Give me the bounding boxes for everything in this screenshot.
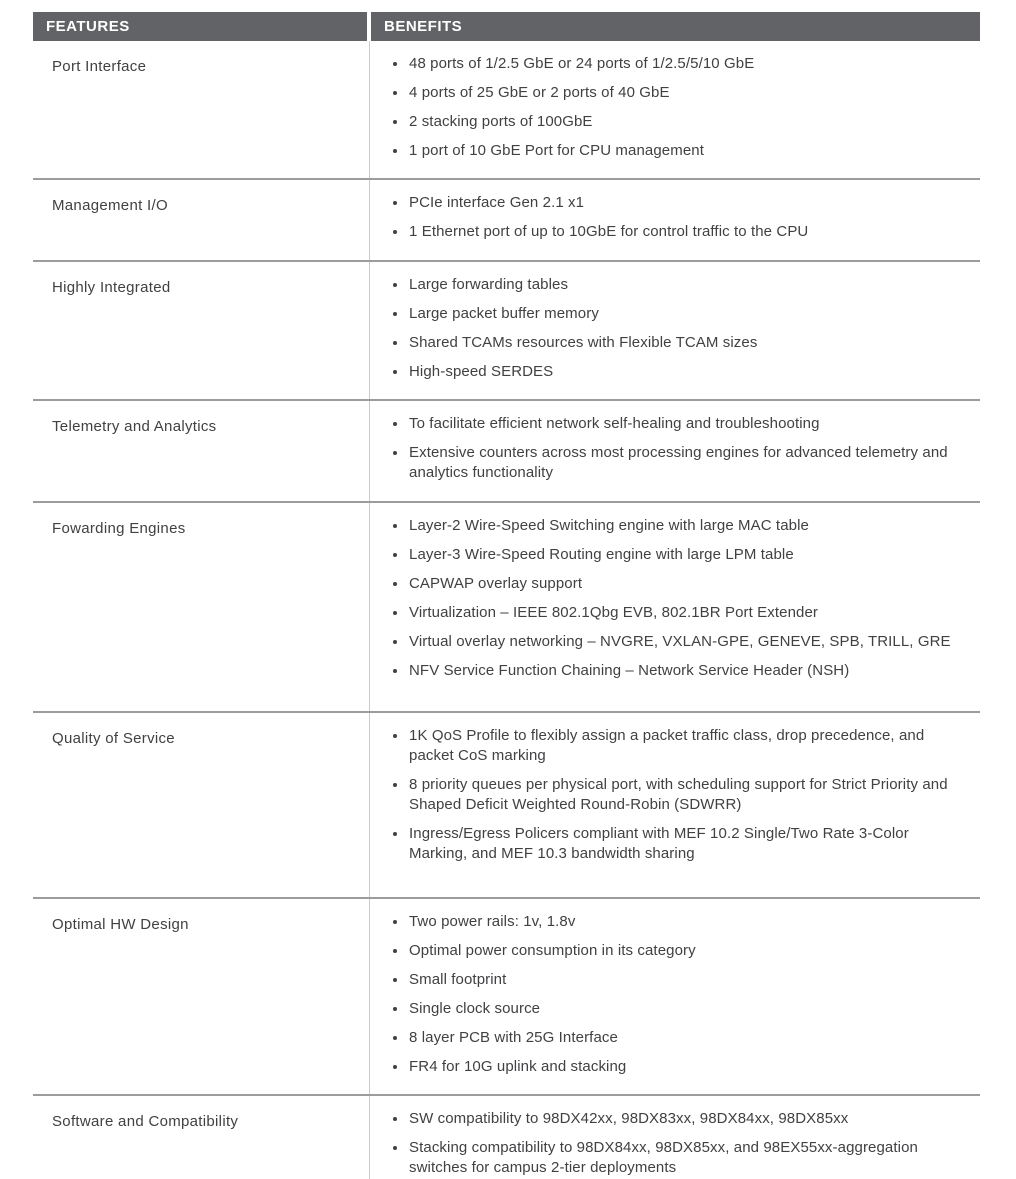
- bullet-item: [392, 999, 960, 1019]
- bullet-dot-icon: [393, 524, 397, 528]
- table-row: [33, 41, 980, 178]
- bullet-dot-icon: [393, 370, 397, 374]
- benefits-cell: [370, 262, 980, 399]
- bullet-item: [392, 112, 960, 132]
- feature-cell: Highly Integrated: [33, 262, 370, 399]
- bullet-item: [392, 54, 960, 74]
- benefits-cell: [370, 41, 980, 178]
- bullet-item: [392, 1028, 960, 1048]
- table-header: [33, 12, 980, 41]
- bullet-dot-icon: [393, 949, 397, 953]
- bullet-item: [392, 941, 960, 961]
- bullet-dot-icon: [393, 669, 397, 673]
- table-row: [33, 1094, 980, 1179]
- bullet-text: 4 ports of 25 GbE or 2 ports of 40 GbE: [409, 84, 670, 101]
- bullet-dot-icon: [393, 1007, 397, 1011]
- bullet-text: 2 stacking ports of 100GbE: [409, 113, 593, 130]
- bullet-text: Large forwarding tables: [409, 276, 569, 293]
- bullet-text: 8 layer PCB with 25G Interface: [409, 1029, 618, 1046]
- bullet-dot-icon: [393, 582, 397, 586]
- bullet-text: Stacking compatibility to 98DX84xx, 98DX85xx, and 98EX55xx-aggregation switches for campus 2-tier deployments: [409, 1139, 918, 1176]
- bullet-text: CAPWAP overlay support: [409, 575, 583, 592]
- bullet-item: [392, 333, 960, 353]
- table-row: [33, 178, 980, 260]
- bullet-item: [392, 193, 960, 213]
- bullet-item: [392, 362, 960, 382]
- bullet-dot-icon: [393, 283, 397, 287]
- bullet-item: [392, 1057, 960, 1077]
- bullet-dot-icon: [393, 341, 397, 345]
- benefits-cell: [370, 401, 980, 501]
- bullet-dot-icon: [393, 451, 397, 455]
- table-row: [33, 897, 980, 1094]
- bullet-dot-icon: [393, 312, 397, 316]
- bullet-item: [392, 661, 960, 681]
- bullet-dot-icon: [393, 832, 397, 836]
- bullet-text: 1K QoS Profile to flexibly assign a packet traffic class, drop precedence, and packet CoS marking: [409, 727, 925, 764]
- bullet-item: [392, 141, 960, 161]
- bullet-list: [392, 275, 960, 382]
- benefits-cell: [370, 899, 980, 1094]
- bullet-list: [392, 1109, 960, 1178]
- bullet-text: SW compatibility to 98DX42xx, 98DX83xx, 98DX84xx, 98DX85xx: [409, 1110, 849, 1127]
- bullet-text: Shared TCAMs resources with Flexible TCAM sizes: [409, 334, 758, 351]
- bullet-text: Optimal power consumption in its category: [409, 942, 696, 959]
- feature-cell: Telemetry and Analytics: [33, 401, 370, 501]
- bullet-dot-icon: [393, 783, 397, 787]
- bullet-item: [392, 726, 960, 766]
- bullet-item: [392, 632, 960, 652]
- benefits-cell: [370, 503, 980, 711]
- bullet-text: Extensive counters across most processing engines for advanced telemetry and analytics functionality: [409, 444, 948, 481]
- feature-cell: Quality of Service: [33, 713, 370, 897]
- benefits-cell: [370, 713, 980, 897]
- bullet-item: [392, 83, 960, 103]
- bullet-text: High-speed SERDES: [409, 363, 554, 380]
- bullet-list: [392, 193, 960, 242]
- bullet-item: [392, 545, 960, 565]
- bullet-dot-icon: [393, 62, 397, 66]
- feature-cell: Port Interface: [33, 41, 370, 178]
- bullet-item: [392, 414, 960, 434]
- bullet-text: Small footprint: [409, 971, 507, 988]
- header-cell-features: FEATURES: [33, 12, 367, 41]
- bullet-dot-icon: [393, 640, 397, 644]
- bullet-text: FR4 for 10G uplink and stacking: [409, 1058, 627, 1075]
- bullet-text: Virtualization – IEEE 802.1Qbg EVB, 802.1BR Port Extender: [409, 604, 818, 621]
- bullet-list: [392, 912, 960, 1077]
- bullet-text: NFV Service Function Chaining – Network Service Header (NSH): [409, 662, 850, 679]
- features-benefits-table: [33, 12, 980, 1179]
- bullet-item: [392, 304, 960, 324]
- bullet-item: [392, 1138, 960, 1178]
- benefits-cell: [370, 1096, 980, 1179]
- table-row: [33, 711, 980, 897]
- bullet-dot-icon: [393, 978, 397, 982]
- bullet-item: [392, 222, 960, 242]
- bullet-item: [392, 824, 960, 864]
- bullet-item: [392, 443, 960, 483]
- bullet-text: Layer-3 Wire-Speed Routing engine with large LPM table: [409, 546, 794, 563]
- feature-cell: Management I/O: [33, 180, 370, 260]
- bullet-dot-icon: [393, 1065, 397, 1069]
- bullet-text: Large packet buffer memory: [409, 305, 599, 322]
- feature-cell: Software and Compatibility: [33, 1096, 370, 1179]
- bullet-text: 48 ports of 1/2.5 GbE or 24 ports of 1/2.5/5/10 GbE: [409, 55, 755, 72]
- benefits-cell: [370, 180, 980, 260]
- bullet-text: To facilitate efficient network self-healing and troubleshooting: [409, 415, 820, 432]
- bullet-item: [392, 603, 960, 623]
- bullet-item: [392, 275, 960, 295]
- table-row: [33, 501, 980, 711]
- bullet-dot-icon: [393, 611, 397, 615]
- bullet-list: [392, 516, 960, 681]
- feature-cell: Fowarding Engines: [33, 503, 370, 711]
- bullet-list: [392, 726, 960, 864]
- bullet-item: [392, 775, 960, 815]
- bullet-dot-icon: [393, 920, 397, 924]
- bullet-list: [392, 54, 960, 161]
- table-row: [33, 260, 980, 399]
- bullet-text: PCIe interface Gen 2.1 x1: [409, 194, 585, 211]
- table-row: [33, 399, 980, 501]
- header-cell-benefits: BENEFITS: [371, 12, 980, 41]
- bullet-dot-icon: [393, 1117, 397, 1121]
- bullet-text: 8 priority queues per physical port, with scheduling support for Strict Priority and Shaped Deficit Weighted Round-Robin (SDWRR): [409, 776, 948, 813]
- table-body: [33, 41, 980, 1179]
- bullet-dot-icon: [393, 734, 397, 738]
- bullet-dot-icon: [393, 1146, 397, 1150]
- bullet-text: Virtual overlay networking – NVGRE, VXLAN-GPE, GENEVE, SPB, TRILL, GRE: [409, 633, 951, 650]
- bullet-item: [392, 970, 960, 990]
- bullet-text: Two power rails: 1v, 1.8v: [409, 913, 576, 930]
- bullet-text: Layer-2 Wire-Speed Switching engine with large MAC table: [409, 517, 809, 534]
- feature-cell: Optimal HW Design: [33, 899, 370, 1094]
- bullet-dot-icon: [393, 201, 397, 205]
- bullet-item: [392, 516, 960, 536]
- bullet-dot-icon: [393, 422, 397, 426]
- bullet-dot-icon: [393, 149, 397, 153]
- bullet-text: Single clock source: [409, 1000, 541, 1017]
- bullet-text: Ingress/Egress Policers compliant with MEF 10.2 Single/Two Rate 3-Color Marking, and MEF 10.3 bandwidth sharing: [409, 825, 909, 862]
- bullet-dot-icon: [393, 120, 397, 124]
- bullet-item: [392, 1109, 960, 1129]
- bullet-list: [392, 414, 960, 483]
- bullet-item: [392, 912, 960, 932]
- bullet-text: 1 port of 10 GbE Port for CPU management: [409, 142, 704, 159]
- bullet-dot-icon: [393, 91, 397, 95]
- bullet-item: [392, 574, 960, 594]
- bullet-dot-icon: [393, 230, 397, 234]
- bullet-dot-icon: [393, 1036, 397, 1040]
- bullet-dot-icon: [393, 553, 397, 557]
- bullet-text: 1 Ethernet port of up to 10GbE for control traffic to the CPU: [409, 223, 809, 240]
